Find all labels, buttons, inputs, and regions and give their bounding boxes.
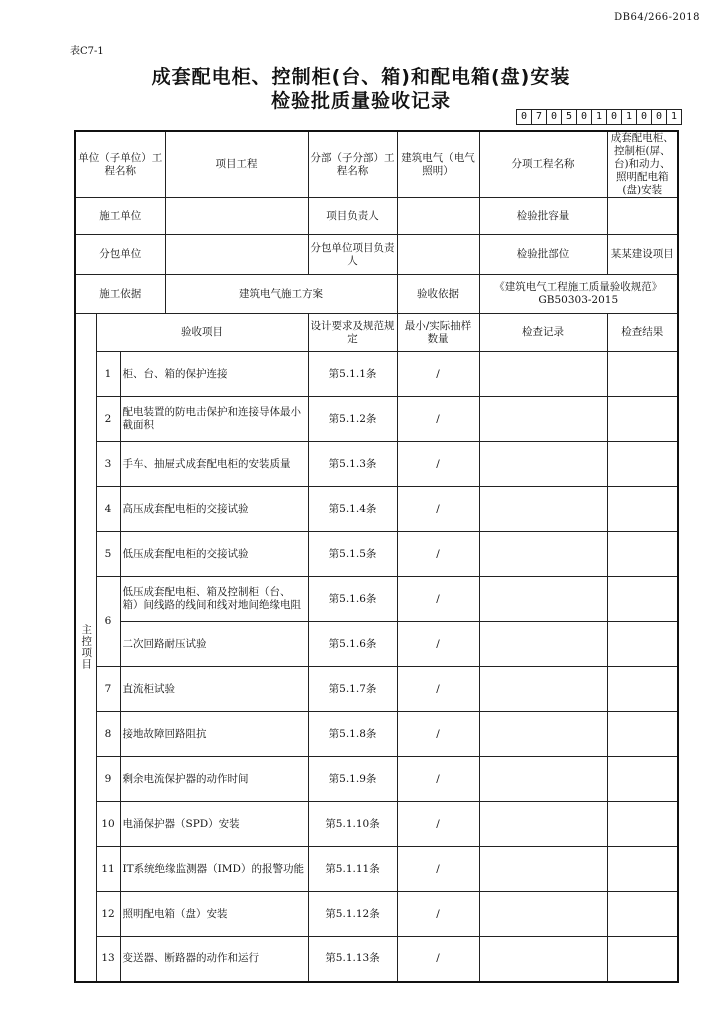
code-digit: 0 <box>546 109 562 125</box>
item-record <box>479 352 607 397</box>
item-sample: / <box>397 487 479 532</box>
table-row <box>75 487 678 532</box>
project-label: 项目工程 <box>165 131 308 198</box>
sub-manager-label: 分包单位项目负责人 <box>308 235 397 275</box>
item-name: 低压成套配电柜的交接试验 <box>120 532 308 577</box>
item-sample: / <box>397 712 479 757</box>
item-name: 接地故障回路阻抗 <box>120 712 308 757</box>
item-number: 2 <box>96 397 120 442</box>
item-result <box>607 577 678 622</box>
item-name: IT系统绝缘监测器（IMD）的报警功能 <box>120 847 308 892</box>
item-spec: 第5.1.8条 <box>308 712 397 757</box>
table-row <box>75 577 678 622</box>
code-digit: 0 <box>606 109 622 125</box>
acceptance-basis-value: 《建筑电气工程施工质量验收规范》GB50303-2015 <box>479 275 678 314</box>
table-row <box>75 622 678 667</box>
item-sample: / <box>397 352 479 397</box>
table-row <box>75 937 678 982</box>
sub-manager-value <box>397 235 479 275</box>
item-number: 4 <box>96 487 120 532</box>
subcontractor-value <box>165 235 308 275</box>
item-sample: / <box>397 802 479 847</box>
item-result <box>607 892 678 937</box>
group-label-cell <box>75 314 96 982</box>
code-digit: 7 <box>531 109 547 125</box>
form-code-boxes <box>517 109 682 125</box>
item-name: 直流柜试验 <box>120 667 308 712</box>
item-sample: / <box>397 937 479 982</box>
item-result <box>607 442 678 487</box>
subitem-label: 分项工程名称 <box>479 131 607 198</box>
item-record <box>479 667 607 712</box>
result-column-header: 检查结果 <box>607 314 678 352</box>
item-result <box>607 712 678 757</box>
division-label: 分部（子分部）工程名称 <box>308 131 397 198</box>
item-spec: 第5.1.5条 <box>308 532 397 577</box>
item-number: 3 <box>96 442 120 487</box>
spec-column-header: 设计要求及规范规定 <box>308 314 397 352</box>
item-result <box>607 397 678 442</box>
item-number: 13 <box>96 937 120 982</box>
item-number: 6 <box>96 577 120 667</box>
item-record <box>479 937 607 982</box>
item-record <box>479 577 607 622</box>
item-sample: / <box>397 442 479 487</box>
code-digit: 0 <box>576 109 592 125</box>
item-record <box>479 802 607 847</box>
item-sample: / <box>397 757 479 802</box>
item-record <box>479 757 607 802</box>
item-name: 电涌保护器（SPD）安装 <box>120 802 308 847</box>
acceptance-basis-label: 验收依据 <box>397 275 479 314</box>
subitem-value: 成套配电柜、控制柜(屏、台)和动力、照明配电箱(盘)安装 <box>607 131 678 198</box>
item-name: 二次回路耐压试验 <box>120 622 308 667</box>
code-digit: 0 <box>516 109 532 125</box>
item-number: 7 <box>96 667 120 712</box>
page-title: 成套配电柜、控制柜(台、箱)和配电箱(盘)安装 <box>151 66 571 88</box>
code-digit: 0 <box>636 109 652 125</box>
sample-column-header: 最小/实际抽样数量 <box>397 314 479 352</box>
item-number: 12 <box>96 892 120 937</box>
item-number: 8 <box>96 712 120 757</box>
item-spec: 第5.1.7条 <box>308 667 397 712</box>
form-number: 表C7-1 <box>70 46 104 57</box>
page-subtitle: 检验批质量验收记录 <box>270 90 451 112</box>
item-spec: 第5.1.4条 <box>308 487 397 532</box>
item-result <box>607 487 678 532</box>
division-value: 建筑电气（电气照明） <box>397 131 479 198</box>
item-record <box>479 397 607 442</box>
item-spec: 第5.1.3条 <box>308 442 397 487</box>
item-name: 柜、台、箱的保护连接 <box>120 352 308 397</box>
document-number: DB64/266-2018 <box>614 12 700 23</box>
item-sample: / <box>397 532 479 577</box>
code-digit: 1 <box>666 109 682 125</box>
item-name: 低压成套配电柜、箱及控制柜（台、箱）间线路的线间和线对地间绝缘电阻 <box>120 577 308 622</box>
table-row <box>75 667 678 712</box>
code-digit: 1 <box>591 109 607 125</box>
basis-value: 建筑电气施工方案 <box>165 275 397 314</box>
item-record <box>479 712 607 757</box>
subcontractor-label: 分包单位 <box>75 235 165 275</box>
code-digit: 5 <box>561 109 577 125</box>
table-row <box>75 397 678 442</box>
item-name: 变送器、断路器的动作和运行 <box>120 937 308 982</box>
item-sample: / <box>397 397 479 442</box>
item-sample: / <box>397 847 479 892</box>
table-row <box>75 892 678 937</box>
batch-capacity-label: 检验批容量 <box>479 198 607 235</box>
basis-label: 施工依据 <box>75 275 165 314</box>
item-result <box>607 622 678 667</box>
table-row <box>75 802 678 847</box>
record-column-header: 检查记录 <box>479 314 607 352</box>
item-result <box>607 802 678 847</box>
code-digit: 0 <box>651 109 667 125</box>
inspection-record-table <box>74 130 679 983</box>
item-number: 10 <box>96 802 120 847</box>
item-number: 5 <box>96 532 120 577</box>
item-result <box>607 352 678 397</box>
batch-location-value: 某某建设项目 <box>607 235 678 275</box>
item-spec: 第5.1.13条 <box>308 937 397 982</box>
item-spec: 第5.1.12条 <box>308 892 397 937</box>
item-spec: 第5.1.10条 <box>308 802 397 847</box>
item-result <box>607 757 678 802</box>
construction-unit-label: 施工单位 <box>75 198 165 235</box>
table-row <box>75 352 678 397</box>
table-row <box>75 712 678 757</box>
item-record <box>479 847 607 892</box>
item-record <box>479 442 607 487</box>
item-sample: / <box>397 892 479 937</box>
table-row <box>75 847 678 892</box>
construction-unit-value <box>165 198 308 235</box>
item-name: 配电装置的防电击保护和连接导体最小截面积 <box>120 397 308 442</box>
item-sample: / <box>397 577 479 622</box>
item-result <box>607 532 678 577</box>
project-manager-value <box>397 198 479 235</box>
item-sample: / <box>397 667 479 712</box>
code-digit: 1 <box>621 109 637 125</box>
item-name: 高压成套配电柜的交接试验 <box>120 487 308 532</box>
item-result <box>607 667 678 712</box>
item-name: 剩余电流保护器的动作时间 <box>120 757 308 802</box>
item-spec: 第5.1.6条 <box>308 622 397 667</box>
batch-capacity-value <box>607 198 678 235</box>
table-row <box>75 442 678 487</box>
item-number: 11 <box>96 847 120 892</box>
item-spec: 第5.1.2条 <box>308 397 397 442</box>
item-spec: 第5.1.9条 <box>308 757 397 802</box>
item-result <box>607 847 678 892</box>
item-spec: 第5.1.6条 <box>308 577 397 622</box>
unit-label: 单位（子单位）工程名称 <box>75 131 165 198</box>
item-sample: / <box>397 622 479 667</box>
table-row <box>75 757 678 802</box>
item-name: 照明配电箱（盘）安装 <box>120 892 308 937</box>
item-spec: 第5.1.11条 <box>308 847 397 892</box>
project-manager-label: 项目负责人 <box>308 198 397 235</box>
item-number: 1 <box>96 352 120 397</box>
item-spec: 第5.1.1条 <box>308 352 397 397</box>
item-result <box>607 937 678 982</box>
item-name: 手车、抽屉式成套配电柜的安装质量 <box>120 442 308 487</box>
item-record <box>479 487 607 532</box>
table-row <box>75 532 678 577</box>
batch-location-label: 检验批部位 <box>479 235 607 275</box>
item-number: 9 <box>96 757 120 802</box>
item-record <box>479 892 607 937</box>
item-record <box>479 532 607 577</box>
item-record <box>479 622 607 667</box>
item-column-header: 验收项目 <box>96 314 308 352</box>
group-label: 主控项目 <box>80 624 93 671</box>
